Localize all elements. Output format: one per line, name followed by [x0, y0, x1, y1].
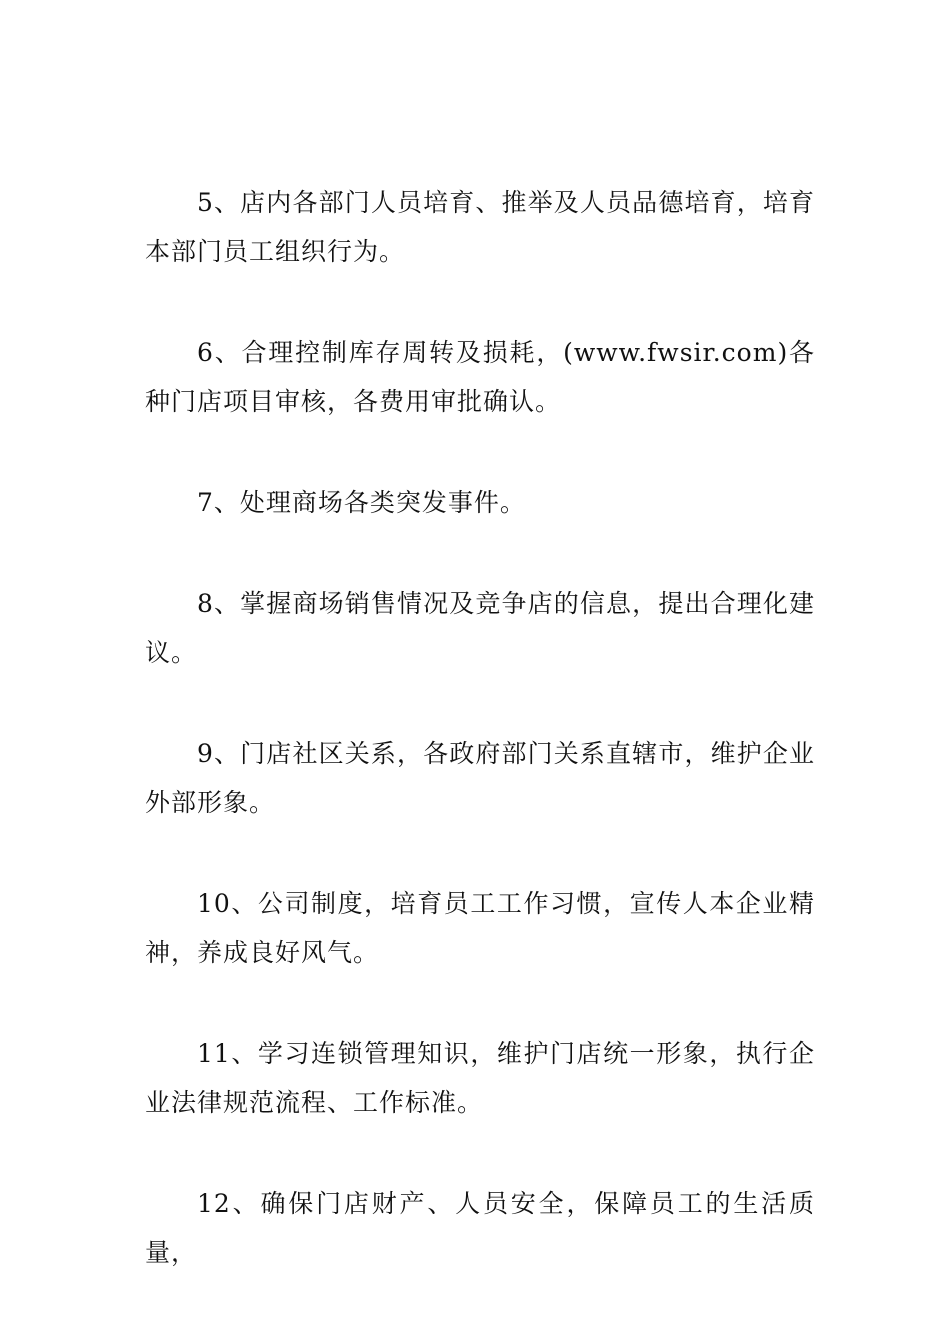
paragraph-item-10: 10、公司制度，培育员工工作习惯，宣传人本企业精神，养成良好风气。 [145, 889, 815, 967]
document-body [145, 178, 815, 1329]
paragraph-item-6: 6、合理控制库存周转及损耗，(www.fwsir.com)各种门店项目审核，各费用审批确认。 [145, 338, 815, 416]
paragraph-item-5: 5、店内各部门人员培育、推举及人员品德培育，培育本部门员工组织行为。 [145, 188, 815, 266]
paragraph-item-8: 8、掌握商场销售情况及竞争店的信息，提出合理化建议。 [145, 589, 815, 667]
paragraph-item-9: 9、门店社区关系，各政府部门关系直辖市，维护企业外部形象。 [145, 739, 815, 817]
paragraph-item-12: 12、确保门店财产、人员安全，保障员工的生活质量， [145, 1189, 815, 1267]
paragraph-item-7: 7、处理商场各类突发事件。 [197, 488, 526, 517]
paragraph-item-11: 11、学习连锁管理知识，维护门店统一形象，执行企业法律规范流程、工作标准。 [145, 1039, 815, 1117]
